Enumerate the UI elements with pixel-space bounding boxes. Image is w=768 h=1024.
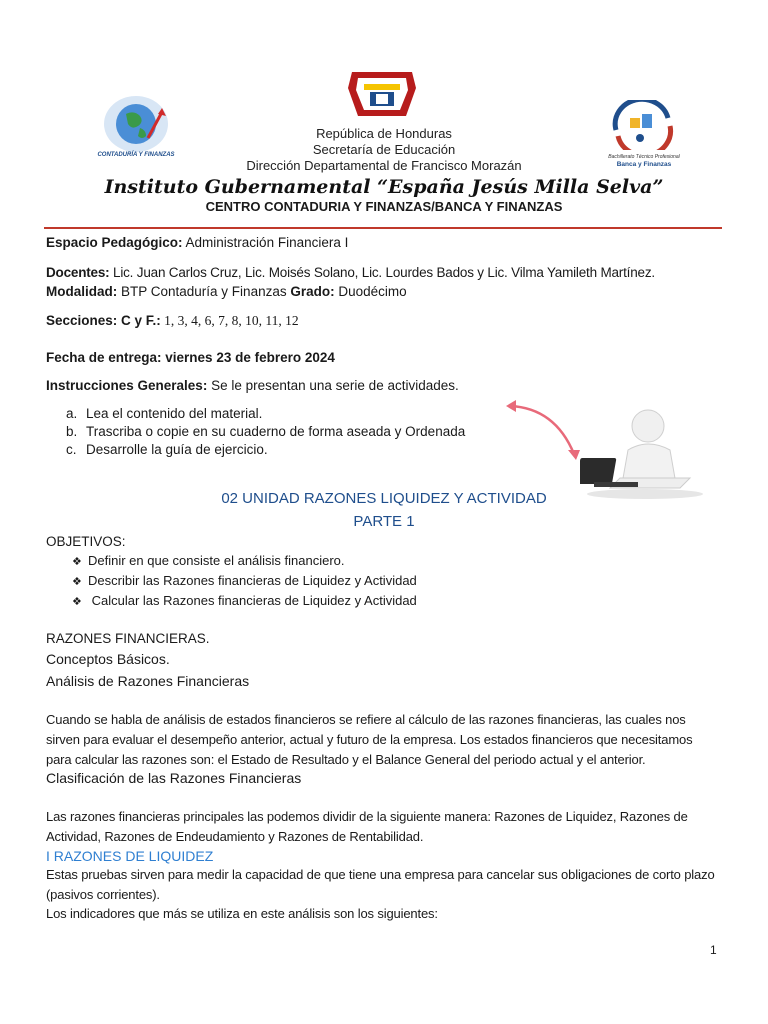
institute-title: Instituto Gubernamental “España Jesús Milla Selva”	[104, 176, 664, 198]
conceptos-basicos-heading: Conceptos Básicos.	[46, 651, 170, 667]
modalidad-value: BTP Contaduría y Finanzas	[117, 284, 291, 299]
objetivo-item	[72, 593, 417, 608]
curved-arrow-icon	[500, 394, 590, 464]
instruction-text: Lea el contenido del material.	[86, 406, 263, 421]
unit-title: 02 UNIDAD RAZONES LIQUIDEZ Y ACTIVIDAD	[221, 490, 547, 507]
centro-title: CENTRO CONTADURIA Y FINANZAS/BANCA Y FINANZAS	[205, 199, 563, 214]
instruction-item	[66, 406, 262, 421]
left-logo-caption: CONTADURÍA Y FINANZAS	[97, 152, 175, 158]
razones-financieras-heading: RAZONES FINANCIERAS.	[46, 631, 210, 646]
indicadores-paragraph: Los indicadores que más se utiliza en este análisis son los siguientes:	[46, 906, 438, 921]
clasificacion-paragraph: Las razones financieras principales las podemos dividir de la siguiente manera: Razones de Liquidez, Razones de Actividad, Razones de Endeudamiento y Razones de Rentabilidad.	[46, 809, 688, 844]
instruction-marker: a.	[66, 406, 78, 421]
objetivo-text: Calcular las Razones financieras de Liquidez y Actividad	[88, 593, 417, 608]
modalidad-label: Modalidad:	[46, 284, 118, 299]
analisis-heading: Análisis de Razones Financieras	[46, 673, 250, 689]
diamond-bullet-icon: ❖	[72, 596, 82, 608]
instruction-item	[66, 424, 465, 439]
docentes-label: Docentes:	[46, 265, 110, 280]
analisis-paragraph: Cuando se habla de análisis de estados financieros se refiere al cálculo de las razones financieras, las cuales nos sirven para evaluar el desempeño anterior, actual y futuro de la empresa. Los estados financieros que necesitamos para calcular las razones son: el Estado de Resultado y el Balance General del periodo actual y el anterior.	[46, 712, 693, 767]
instrucciones-generales	[46, 378, 459, 393]
espacio-value: Administración Financiera I	[182, 235, 349, 250]
unit-part: PARTE 1	[353, 513, 415, 530]
objetivo-item	[72, 553, 345, 568]
diamond-bullet-icon: ❖	[72, 556, 82, 568]
objetivo-text: Definir en que consiste el análisis financiero.	[88, 553, 345, 568]
instruction-marker: b.	[66, 424, 78, 439]
instrucciones-value: Se le presentan una serie de actividades.	[207, 378, 459, 393]
right-logo-caption-2: Banca y Finanzas	[616, 161, 672, 168]
shield-logo-icon	[346, 66, 418, 122]
secciones	[46, 313, 299, 329]
page-number: 1	[710, 943, 717, 957]
objetivos-heading: OBJETIVOS:	[46, 534, 126, 549]
objetivo-text: Describir las Razones financieras de Liquidez y Actividad	[88, 573, 417, 588]
razones-liquidez-heading: I RAZONES DE LIQUIDEZ	[46, 848, 214, 864]
center-logo-text: INSTITUTO ESPAÑA	[357, 68, 407, 74]
docentes	[46, 265, 655, 280]
header-republica: República de Honduras	[316, 126, 452, 141]
header-divider	[44, 227, 722, 229]
docentes-value: Lic. Juan Carlos Cruz, Lic. Moisés Solano, Lic. Lourdes Bados y Lic. Vilma Yamileth Martínez.	[109, 265, 655, 280]
espacio-label: Espacio Pedagógico:	[46, 235, 183, 250]
instruction-text: Trascriba o copie en su cuaderno de forma aseada y Ordenada	[86, 424, 466, 439]
grado-label: Grado:	[290, 284, 335, 299]
liquidez-paragraph: Estas pruebas sirven para medir la capacidad de que tiene una empresa para cancelar sus obligaciones de corto plazo (pasivos corrientes).	[46, 867, 715, 902]
diamond-bullet-icon: ❖	[72, 576, 82, 588]
person-laptop-icon	[580, 404, 710, 500]
instruction-item	[66, 442, 268, 457]
espacio-pedagogico	[46, 235, 348, 250]
secciones-label: Secciones: C y F.:	[46, 313, 161, 328]
modalidad	[46, 284, 407, 299]
grado-value: Duodécimo	[334, 284, 407, 299]
instruction-text: Desarrolle la guía de ejercicio.	[86, 442, 268, 457]
clasificacion-heading: Clasificación de las Razones Financieras	[46, 770, 302, 786]
instituto-espana-logo	[346, 66, 418, 122]
secciones-value: 1, 3, 4, 6, 7, 8, 10, 11, 12	[160, 313, 299, 328]
header-direccion: Dirección Departamental de Francisco Morazán	[246, 158, 522, 173]
instruction-marker: c.	[66, 442, 77, 457]
right-logo-caption-1: Bachillerato Técnico Profesional	[608, 154, 680, 160]
fecha-entrega: Fecha de entrega: viernes 23 de febrero 2024	[46, 350, 335, 365]
objetivo-item	[72, 573, 417, 588]
instrucciones-label: Instrucciones Generales:	[46, 378, 208, 393]
header-secretaria: Secretaría de Educación	[312, 142, 456, 157]
